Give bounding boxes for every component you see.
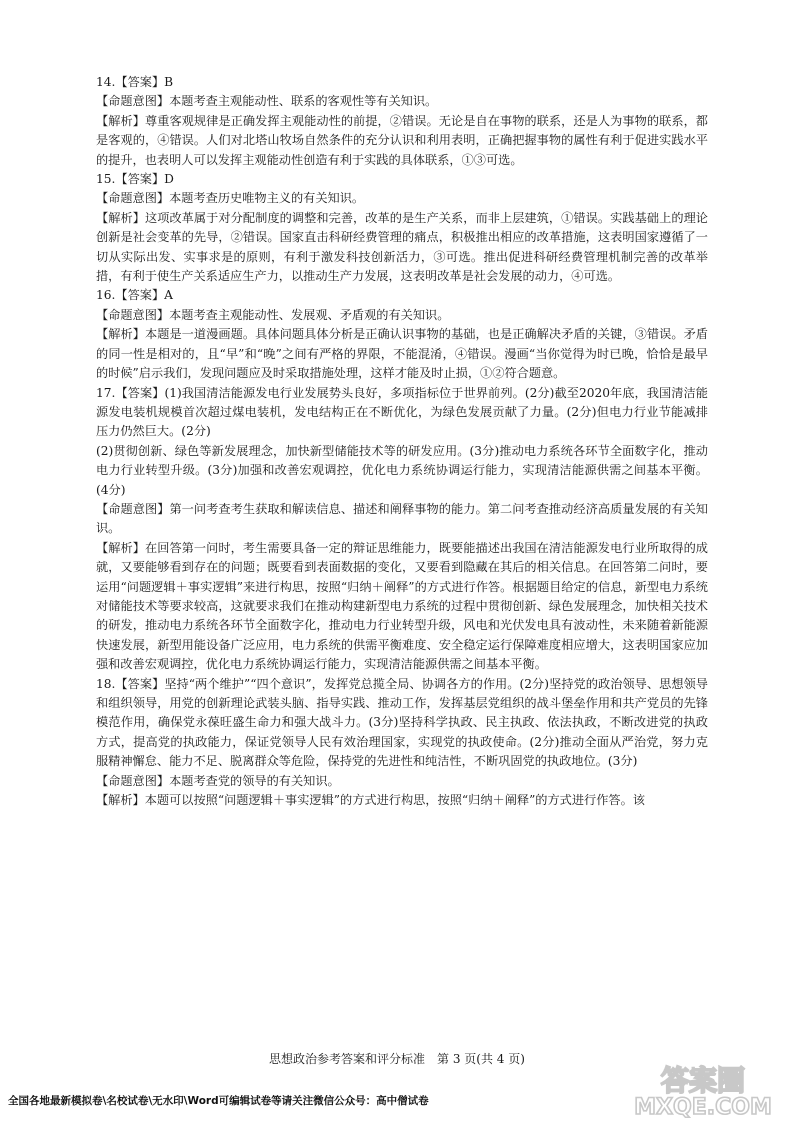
question-17 bbox=[96, 384, 708, 675]
answer-paragraph: 18.【答案】坚持“两个维护”“四个意识”，发挥党总揽全局、协调各方的作用。(2分)坚持党的政治领导、思想领导和组织领导，用党的创新理论武装头脑、指导实践、推动工作，发挥基层党组织的战斗堡垒作用和共产党员的先锋模范作用，确保党永葆旺盛生命力和强大战斗力。(3分)坚持科学执政、民主执政、依法执政，不断改进党的执政方式，提高党的执政能力，保证党领导人民有效治理国家，实现党的执政使命。(2分)推动全面从严治党，努力克服精神懈怠、能力不足、脱离群众等危险，保持党的先进性和纯洁性，不断巩固党的执政地位。(3分) bbox=[96, 676, 708, 769]
watermark-logo bbox=[618, 1060, 788, 1118]
analysis-paragraph: 【解析】尊重客观规律是正确发挥主观能动性的前提，②错误。无论是自在事物的联系，还是人为事物的联系，都是客观的，④错误。人们对北塔山牧场自然条件的充分认识和利用表明，正确把握事物的属性有利于促进实践水平的提升，也表明人可以发挥主观能动性创造有利于实践的具体联系，①③可选。 bbox=[96, 113, 708, 167]
intent-line: 【命题意图】本题考查历史唯物主义的有关知识。 bbox=[96, 191, 365, 206]
analysis-paragraph: 【解析】在回答第一问时，考生需要具备一定的辩证思维能力，既要能描述出我国在清洁能源发电行业所取得的成就，又要能够看到存在的问题；既要看到表面数据的变化，又要看到隐藏在其后的相关信息。在回答第二问时，要运用“问题逻辑＋事实逻辑”来进行构思，按照“归纳＋阐释”的方式进行作答。根据题目给定的信息，新型电力系统对储能技术等要求较高，这就要求我们在推动构建新型电力系统的过程中贯彻创新、绿色发展理念，加快相关技术的研发，推动电力系统各环节全面数字化，推动电力行业转型升级，风电和光伏发电具有波动性，未来随着新能源快速发展，新型用能设备广泛应用，电力系统的供需平衡难度、安全稳定运行保障难度相应增大，这表明国家应加强和改善宏观调控，优化电力系统协调运行能力，实现清洁能源供需之间基本平衡。 bbox=[96, 540, 708, 672]
answer-line: 14.【答案】B bbox=[96, 75, 174, 89]
intent-line: 【命题意图】本题考查主观能动性、发展观、矛盾观的有关知识。 bbox=[96, 307, 450, 322]
answer-line: 15.【答案】D bbox=[96, 172, 174, 187]
question-14 bbox=[96, 73, 708, 170]
analysis-paragraph: 【解析】这项改革属于对分配制度的调整和完善，改革的是生产关系，而非上层建筑，①错误。实践基础上的理论创新是社会变革的先导，②错误。国家直击科研经费管理的痛点，积极推出相应的改革措施，这表明国家遵循了一切从实际出发、实事求是的原则，有利于激发科技创新活力，③可选。推出促进科研经费管理机制完善的改革举措，有利于使生产关系适应生产力，以推动生产力发展，这表明改革是社会发展的动力，④可选。 bbox=[96, 210, 708, 284]
intent-line: 【命题意图】本题考查主观能动性、联系的客观性等有关知识。 bbox=[96, 94, 438, 109]
watermark-title: 答案圈 bbox=[660, 1064, 746, 1097]
question-15 bbox=[96, 170, 708, 286]
intent-line: 【命题意图】本题考查党的领导的有关知识。 bbox=[96, 773, 340, 788]
answer-paragraph-2: (2)贯彻创新、绿色等新发展理念，加快新型储能技术等的研发应用。(3分)推动电力系统各环节全面数字化，推动电力行业转型升级。(3分)加强和改善宏观调控，优化电力系统协调运行能力，实现清洁能源供需之间基本平衡。(4分) bbox=[96, 443, 708, 497]
analysis-paragraph: 【解析】本题可以按照“问题逻辑＋事实逻辑”的方式进行构思，按照“归纳＋阐释”的方式进行作答。该 bbox=[96, 793, 645, 808]
page-footer: 思想政治参考答案和评分标准 第 3 页(共 4 页) bbox=[269, 1052, 525, 1066]
answer-content bbox=[96, 73, 708, 810]
question-16 bbox=[96, 286, 708, 383]
answer-paragraph-1: 17.【答案】(1)我国清洁能源发电行业发展势头良好，多项指标位于世界前列。(2分)截至2020年底，我国清洁能源发电装机规模首次超过煤电装机，发电结构正在不断优化，为绿色发展贡献了力量。(2分)但电力行业节能减排压力仍然巨大。(2分) bbox=[96, 385, 708, 439]
question-18 bbox=[96, 675, 708, 811]
intent-line: 【命题意图】第一问考查考生获取和解读信息、描述和阐释事物的能力。第二问考查推动经济高质量发展的有关知识。 bbox=[96, 501, 708, 536]
watermark-domain: MXQE.COM bbox=[634, 1095, 772, 1118]
promo-banner: 全国各地最新模拟卷\名校试卷\无水印\Word可编辑试卷等请关注微信公众号：高中僧试卷 bbox=[8, 1095, 429, 1107]
analysis-paragraph: 【解析】本题是一道漫画题。具体问题具体分析是正确认识事物的基础，也是正确解决矛盾的关键，③错误。矛盾的同一性是相对的，且“早”和“晚”之间有严格的界限，不能混淆，④错误。漫画“当你觉得为时已晚，恰恰是最早的时候”启示我们，发现问题应及时采取措施处理，这样才能及时止损，①②符合题意。 bbox=[96, 327, 708, 381]
answer-line: 16.【答案】A bbox=[96, 288, 173, 303]
